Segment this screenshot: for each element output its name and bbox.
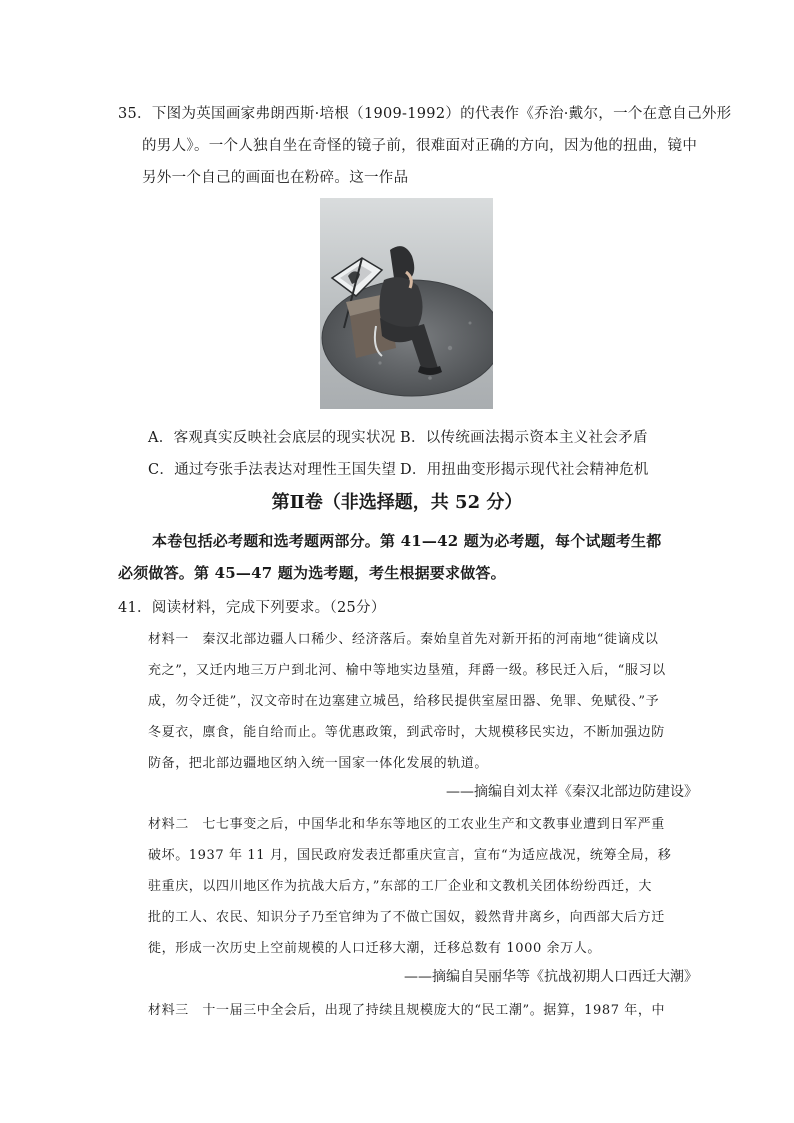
option-c: C．通过夸张手法表达对理性王国失望 — [148, 462, 397, 478]
painting-figure — [320, 198, 493, 409]
section2-desc-line2: 必须做答。第 45—47 题为选考题，考生根据要求做答。 — [118, 564, 506, 582]
material1-line5: 防备，把北部边疆地区纳入统一国家一体化发展的轨道。 — [148, 756, 489, 771]
section2-desc-line1: 本卷包括必考题和选考题两部分。第 41—42 题为必考题，每个试题考生都 — [152, 532, 662, 550]
material2-line1: 材料二 七七事变之后，中国华北和华东等地区的工农业生产和文教事业遭到日军严重 — [148, 817, 665, 832]
option-d: D．用扭曲变形揭示现代社会精神危机 — [400, 462, 649, 478]
material2-line2: 破坏。1937 年 11 月，国民政府发表迁都重庆宣言，宣布“为适应战况，统筹全局，移 — [148, 848, 672, 863]
material2-line3: 驻重庆，以四川地区作为抗战大后方，”东部的工厂企业和文教机关团体纷纷西迁，大 — [148, 879, 652, 894]
material1-line1: 材料一 秦汉北部边疆人口稀少、经济落后。秦始皇首先对新开拓的河南地“徙谪戍以 — [148, 632, 659, 647]
section2-title: 第Ⅱ卷（非选择题，共 52 分） — [271, 492, 523, 513]
q35-line1: 35．下图为英国画家弗朗西斯·培根（1909-1992）的代表作《乔治·戴尔，一个在意自己外形 — [118, 106, 732, 122]
material2-line4: 批的工人、农民、知识分子乃至官绅为了不做亡国奴，毅然背井离乡，向西部大后方迁 — [148, 910, 665, 925]
material2-source: ——摘编自吴丽华等《抗战初期人口西迁大潮》 — [404, 969, 698, 985]
q35-line3: 另外一个自己的画面也在粉碎。这一作品 — [142, 170, 409, 186]
material3-line1: 材料三 十一届三中全会后，出现了持续且规模庞大的“民工潮”。据算，1987 年，中 — [148, 1003, 666, 1018]
material1-line2: 充之”，又迁内地三万户到北河、榆中等地实边垦殖，拜爵一级。移民迁入后，“服习以 — [148, 663, 666, 678]
material1-line4: 冬夏衣，廪食，能自给而止。等优惠政策，到武帝时，大规模移民实边，不断加强边防 — [148, 725, 665, 740]
material1-line3: 成，勿令迁徙”，汉文帝时在边塞建立城邑，给移民提供室屋田器、免罪、免赋役、”予 — [148, 694, 660, 709]
q41-stem: 41．阅读材料，完成下列要求。（25分） — [118, 600, 386, 616]
material2-line5: 徙，形成一次历史上空前规模的人口迁移大潮，迁移总数有 1000 余万人。 — [148, 941, 601, 956]
option-a: A．客观真实反映社会底层的现实状况 — [148, 430, 396, 446]
option-b: B．以传统画法揭示资本主义社会矛盾 — [400, 430, 648, 446]
q35-line2: 的男人》。一个人独自坐在奇怪的镜子前，很难面对正确的方向，因为他的扭曲，镜中 — [142, 138, 698, 154]
material1-source: ——摘编自刘太祥《秦汉北部边防建设》 — [446, 784, 698, 800]
